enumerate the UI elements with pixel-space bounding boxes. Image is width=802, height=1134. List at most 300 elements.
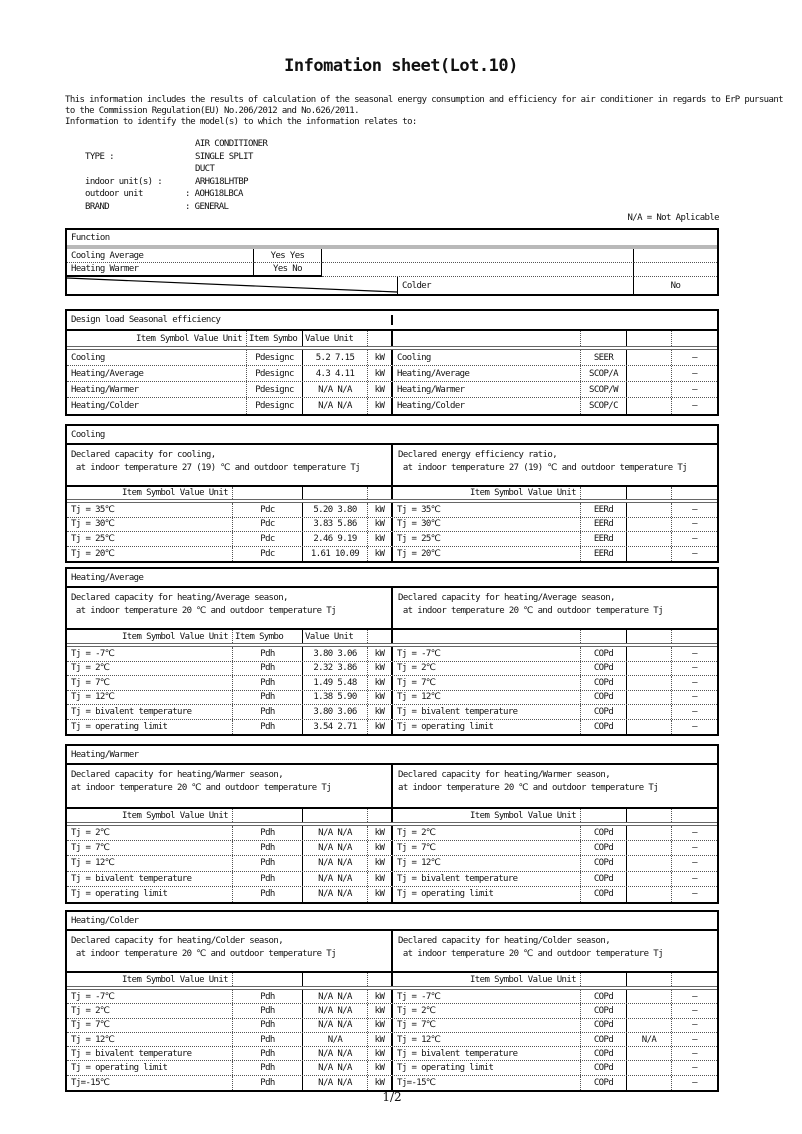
page-title: Infomation sheet(Lot.10) (284, 56, 518, 76)
model-value: : AOHG18LBCA (185, 189, 243, 200)
row-label: Tj = 7℃ (67, 1019, 233, 1032)
row-label: Tj = 30℃ (67, 518, 233, 532)
row-value-right (627, 366, 672, 381)
row-value-right (627, 705, 672, 719)
model-line (65, 189, 485, 202)
column-header-left: Item Symbol Value Unit (67, 973, 233, 986)
caption-line: at indoor temperature 20 ℃ and outdoor temperature Tj (71, 948, 336, 959)
table-row (67, 691, 717, 706)
row-label-right: Tj = -7℃ (393, 990, 581, 1003)
row-label-right: Tj = 12℃ (393, 691, 581, 705)
table-title: Design load Seasonal efficiency (67, 315, 393, 325)
row-symbol-right: EERd (581, 532, 627, 546)
row-label: Tj = 20℃ (67, 547, 233, 562)
table-row (67, 990, 717, 1004)
model-label: BRAND (85, 201, 110, 212)
caption-right (393, 765, 717, 807)
na-legend: N/A = Not Aplicable (627, 213, 719, 223)
row-symbol-right: COPd (581, 872, 627, 886)
row-unit-right: – (692, 533, 697, 544)
column-header-unit (368, 809, 393, 822)
row-symbol: Pdesignc (247, 382, 303, 397)
column-header-value: Value Unit (303, 630, 368, 643)
column-header-unit-right (672, 331, 717, 346)
column-header-unit (368, 487, 393, 499)
column-header-symbol (233, 809, 303, 822)
table-row (67, 856, 717, 871)
row-label: Tj = 12℃ (67, 856, 233, 870)
row-symbol: Pdh (233, 1061, 303, 1074)
row-label: Tj = 2℃ (67, 826, 233, 840)
column-header-unit-right (672, 487, 717, 499)
row-value: N/A N/A (303, 872, 368, 886)
table-heating-average (65, 567, 719, 736)
row-label-right: Tj = 35℃ (393, 503, 581, 517)
row-value: 3.54 2.71 (303, 720, 368, 735)
caption-line: Declared capacity for heating/Warmer season, (398, 770, 611, 780)
row-value-right (627, 1076, 672, 1090)
row-value: 5.20 3.80 (303, 503, 368, 517)
row-label-right: Tj=-15℃ (393, 1076, 581, 1090)
row-label-right: Tj = 12℃ (393, 856, 581, 870)
column-header-unit (368, 973, 393, 986)
model-line (65, 177, 485, 190)
row-label: Tj = 35℃ (67, 503, 233, 517)
row-value: 5.2 7.15 (303, 350, 368, 365)
row-label-right: Tj = -7℃ (393, 647, 581, 661)
column-header-symbol (233, 487, 303, 499)
row-unit: kW (368, 350, 393, 365)
row-value-right (627, 1019, 672, 1032)
row-label-right: Tj = operating limit (393, 1061, 581, 1074)
diagonal-line (67, 277, 397, 294)
row-symbol-right: COPd (581, 1076, 627, 1090)
row-value: 4.3 4.11 (303, 366, 368, 381)
model-identification-block (65, 139, 485, 215)
row-label: Tj = bivalent temperature (67, 872, 233, 886)
table-row (67, 1061, 717, 1075)
row-value: 3.83 5.86 (303, 518, 368, 532)
colder-value: No (670, 280, 681, 291)
row-unit: kW (368, 826, 393, 840)
row-label-right: Tj = operating limit (393, 887, 581, 902)
column-header-symbol: Item Symbo (247, 331, 303, 346)
table-row (67, 1019, 717, 1033)
row-unit: kW (368, 366, 393, 381)
column-header-left: Item Symbol Value Unit (67, 487, 233, 499)
caption-line: at indoor temperature 27 (19) ℃ and outdoor temperature Tj (398, 462, 687, 473)
caption-line: Declared capacity for heating/Colder season, (398, 936, 611, 946)
column-header-right (393, 630, 581, 643)
table-row (67, 263, 717, 277)
row-label-right: Tj = 25℃ (393, 532, 581, 546)
row-symbol: Pdh (233, 990, 303, 1003)
row-unit-right: – (692, 706, 697, 717)
row-value: N/A N/A (303, 382, 368, 397)
model-line (65, 139, 485, 152)
row-unit: kW (368, 1047, 393, 1060)
table-row (67, 382, 717, 398)
column-header-unit (368, 331, 393, 346)
row-unit-right: – (692, 991, 697, 1002)
row-symbol: Pdh (233, 691, 303, 705)
row-unit: kW (368, 547, 393, 562)
table-row (67, 532, 717, 547)
column-header-value-right (627, 809, 672, 822)
row-value: N/A (303, 1033, 368, 1046)
row-symbol: Pdh (233, 676, 303, 690)
row-unit: kW (368, 382, 393, 397)
strikethrough-cell (67, 277, 398, 294)
row-unit: kW (368, 887, 393, 902)
caption-left (67, 931, 393, 971)
row-value-right (627, 503, 672, 517)
row-label: Tj = 7℃ (67, 676, 233, 690)
row-symbol: Pdh (233, 705, 303, 719)
row-value: 2.46 9.19 (303, 532, 368, 546)
model-value: ARHG18LHTBP (195, 176, 249, 187)
row-label-right: Tj = operating limit (393, 720, 581, 735)
row-label-right: Tj = 2℃ (393, 1004, 581, 1017)
row-label: Tj = 7℃ (67, 841, 233, 855)
caption-right (393, 445, 717, 485)
row-label-right: Tj = bivalent temperature (393, 705, 581, 719)
row-unit-right: – (692, 368, 697, 379)
table-row (67, 398, 717, 414)
function-row-label: Cooling Average (67, 249, 254, 263)
row-value-right (627, 532, 672, 546)
row-unit-right: – (692, 843, 697, 854)
row-symbol: Pdh (233, 1033, 303, 1046)
row-unit-right: – (692, 1020, 697, 1031)
row-value-right (627, 841, 672, 855)
row-value-right (627, 856, 672, 870)
row-label-right: Tj = 20℃ (393, 547, 581, 562)
table-row (67, 1076, 717, 1090)
column-header-symbol (233, 973, 303, 986)
table-heating-warmer (65, 744, 719, 904)
table-title: Heating/Warmer (71, 749, 139, 760)
caption-line: at indoor temperature 20 ℃ and outdoor temperature Tj (71, 782, 332, 793)
row-value: N/A N/A (303, 826, 368, 840)
model-value: DUCT (195, 164, 215, 175)
row-unit-right: – (692, 889, 697, 900)
row-value-right (627, 398, 672, 414)
row-label-right: Cooling (393, 350, 581, 365)
row-symbol: Pdh (233, 826, 303, 840)
table-title: Heating/Colder (71, 915, 139, 926)
table-title: Heating/Average (71, 572, 144, 583)
row-value: N/A N/A (303, 1047, 368, 1060)
function-row-right-empty (634, 263, 717, 277)
table-row (67, 676, 717, 691)
table-row (67, 503, 717, 518)
caption-left (67, 588, 393, 628)
table-row (67, 872, 717, 887)
row-unit-right: – (692, 504, 697, 515)
row-symbol-right: COPd (581, 662, 627, 676)
column-header-right: Item Symbol Value Unit (393, 487, 581, 499)
table-row (67, 366, 717, 382)
row-unit: kW (368, 990, 393, 1003)
row-symbol-right: EERd (581, 503, 627, 517)
caption-line: at indoor temperature 27 (19) ℃ and outdoor temperature Tj (71, 462, 360, 473)
row-symbol-right: EERd (581, 547, 627, 562)
intro-line: Information to identify the model(s) to which the information relates to: (65, 117, 417, 127)
row-value-right (627, 990, 672, 1003)
row-unit-right: – (692, 858, 697, 869)
row-symbol-right: SCOP/C (581, 398, 627, 414)
model-value: : GENERAL (185, 201, 229, 212)
row-value: N/A N/A (303, 1061, 368, 1074)
row-value: 3.80 3.06 (303, 705, 368, 719)
row-value: N/A N/A (303, 856, 368, 870)
row-symbol: Pdc (233, 532, 303, 546)
table-row (67, 1004, 717, 1018)
caption-line: Declared capacity for cooling, (71, 450, 216, 460)
row-symbol-right: COPd (581, 647, 627, 661)
row-value: N/A N/A (303, 398, 368, 414)
function-row-right-empty (322, 249, 634, 263)
intro-line: to the Commission Regulation(EU) No.206/2012 and No.626/2011. (65, 106, 359, 116)
row-unit: kW (368, 705, 393, 719)
row-label-right: Heating/Warmer (393, 382, 581, 397)
row-value: 1.61 10.09 (303, 547, 368, 562)
row-unit-right: – (692, 401, 697, 411)
row-symbol-right: COPd (581, 841, 627, 855)
table-row (67, 518, 717, 533)
row-label-right: Tj = 2℃ (393, 826, 581, 840)
row-label: Tj = 2℃ (67, 662, 233, 676)
row-symbol: Pdh (233, 662, 303, 676)
caption-right (393, 588, 717, 628)
row-unit: kW (368, 1004, 393, 1017)
function-table (65, 228, 719, 296)
row-label: Heating/Warmer (67, 382, 247, 397)
row-value: 1.38 5.90 (303, 691, 368, 705)
row-unit-right: – (692, 384, 697, 395)
column-header-value (303, 973, 368, 986)
row-symbol: Pdh (233, 1004, 303, 1017)
row-unit: kW (368, 1019, 393, 1032)
table-row (67, 841, 717, 856)
caption-line: at indoor temperature 20 ℃ and outdoor temperature Tj (398, 948, 663, 959)
column-header-unit (368, 630, 393, 643)
column-header-right: Item Symbol Value Unit (393, 809, 581, 822)
row-label-right: Heating/Colder (393, 398, 581, 414)
table-row (67, 277, 717, 294)
row-value-right: N/A (627, 1033, 672, 1046)
function-table-title: Function (67, 230, 717, 249)
row-symbol-right: SCOP/W (581, 382, 627, 397)
column-header-value-right (627, 630, 672, 643)
column-header-right (393, 331, 581, 346)
row-symbol: Pdh (233, 1019, 303, 1032)
column-header-value: Value Unit (303, 331, 368, 346)
function-row-value: Yes Yes (254, 249, 322, 263)
row-label-right: Tj = 7℃ (393, 1019, 581, 1032)
row-unit: kW (368, 518, 393, 532)
row-value-right (627, 547, 672, 562)
row-label: Tj = operating limit (67, 1061, 233, 1074)
row-label: Tj = bivalent temperature (67, 705, 233, 719)
row-value: N/A N/A (303, 841, 368, 855)
row-label: Heating/Colder (67, 398, 247, 414)
row-unit-right: – (692, 352, 697, 363)
row-symbol-right: COPd (581, 676, 627, 690)
model-label: TYPE : (85, 151, 114, 162)
table-row (67, 662, 717, 677)
table-row (67, 350, 717, 366)
row-symbol: Pdh (233, 856, 303, 870)
column-header-value (303, 809, 368, 822)
row-unit-right: – (692, 677, 697, 688)
row-symbol-right: COPd (581, 1004, 627, 1017)
row-label: Tj = 2℃ (67, 1004, 233, 1017)
caption-line: at indoor temperature 20 ℃ and outdoor temperature Tj (398, 782, 659, 793)
row-unit: kW (368, 872, 393, 886)
caption-line: Declared energy efficiency ratio, (398, 450, 558, 460)
row-label-right: Tj = bivalent temperature (393, 1047, 581, 1060)
intro-paragraph (65, 95, 783, 128)
caption-line: Declared capacity for heating/Colder season, (71, 936, 284, 946)
column-header-unit-right (672, 630, 717, 643)
row-symbol-right: COPd (581, 990, 627, 1003)
row-symbol: Pdh (233, 720, 303, 735)
row-value-right (627, 382, 672, 397)
column-header-symbol-right (581, 630, 627, 643)
row-label-right: Tj = 7℃ (393, 676, 581, 690)
row-value-right (627, 872, 672, 886)
row-label-right: Tj = 7℃ (393, 841, 581, 855)
row-label: Tj=-15℃ (67, 1076, 233, 1090)
row-value: 3.80 3.06 (303, 647, 368, 661)
row-value-right (627, 1061, 672, 1074)
row-unit-right: – (692, 519, 697, 530)
row-symbol: Pdesignc (247, 366, 303, 381)
row-label-right: Tj = 2℃ (393, 662, 581, 676)
row-symbol: Pdc (233, 503, 303, 517)
row-value-right (627, 1047, 672, 1060)
row-label: Tj = 12℃ (67, 691, 233, 705)
row-symbol-right: EERd (581, 518, 627, 532)
row-unit: kW (368, 1061, 393, 1074)
caption-right (393, 931, 717, 971)
row-value: N/A N/A (303, 887, 368, 902)
row-symbol-right: COPd (581, 1033, 627, 1046)
model-label: indoor unit(s) : (85, 176, 163, 187)
row-symbol-right: COPd (581, 705, 627, 719)
function-row-label: Heating Warmer (67, 263, 254, 277)
row-unit: kW (368, 647, 393, 661)
row-label: Tj = operating limit (67, 887, 233, 902)
caption-left (67, 765, 393, 807)
intro-line: This information includes the results of calculation of the seasonal energy consumption and efficiency for air conditioner in regards to ErP pursuant (65, 95, 783, 105)
row-unit-right: – (692, 663, 697, 674)
table-row (67, 887, 717, 902)
row-unit-right: – (692, 692, 697, 703)
row-unit-right: – (692, 648, 697, 659)
row-unit: kW (368, 662, 393, 676)
table-cooling (65, 424, 719, 563)
function-row-right-empty (634, 249, 717, 263)
row-unit: kW (368, 532, 393, 546)
row-symbol-right: SEER (581, 350, 627, 365)
row-symbol: Pdesignc (247, 398, 303, 414)
row-unit: kW (368, 676, 393, 690)
model-value: AIR CONDITIONER (195, 139, 268, 149)
row-label: Tj = 25℃ (67, 532, 233, 546)
row-symbol-right: COPd (581, 1061, 627, 1074)
row-symbol-right: COPd (581, 691, 627, 705)
row-unit-right: – (692, 1063, 697, 1074)
column-header-unit-right (672, 973, 717, 986)
row-symbol-right: COPd (581, 887, 627, 902)
row-value: N/A N/A (303, 1076, 368, 1090)
table-row (67, 647, 717, 662)
column-header-value-right (627, 331, 672, 346)
row-unit-right: – (692, 1077, 697, 1088)
row-value-right (627, 350, 672, 365)
table-row (67, 1047, 717, 1061)
row-unit-right: – (692, 1034, 697, 1045)
row-unit: kW (368, 841, 393, 855)
row-label: Heating/Average (67, 366, 247, 381)
row-unit-right: – (692, 1005, 697, 1016)
row-symbol: Pdc (233, 518, 303, 532)
row-label-right: Tj = 12℃ (393, 1033, 581, 1046)
row-value: 2.32 3.86 (303, 662, 368, 676)
table-heating-colder (65, 910, 719, 1092)
row-symbol: Pdc (233, 547, 303, 562)
column-header-left: Item Symbol Value Unit (67, 630, 233, 643)
row-value-right (627, 518, 672, 532)
row-symbol: Pdesignc (247, 350, 303, 365)
row-value-right (627, 720, 672, 735)
row-label: Tj = -7℃ (67, 647, 233, 661)
column-header-value-right (627, 487, 672, 499)
caption-line: at indoor temperature 20 ℃ and outdoor temperature Tj (398, 605, 663, 616)
caption-line: at indoor temperature 20 ℃ and outdoor temperature Tj (71, 605, 336, 616)
model-line (65, 164, 485, 177)
table-row (67, 547, 717, 562)
row-unit: kW (368, 720, 393, 735)
row-unit: kW (368, 1076, 393, 1090)
row-value: N/A N/A (303, 1004, 368, 1017)
row-symbol-right: COPd (581, 856, 627, 870)
row-unit-right: – (692, 548, 697, 559)
row-symbol: Pdh (233, 887, 303, 902)
row-unit: kW (368, 856, 393, 870)
row-value-right (627, 662, 672, 676)
row-label: Tj = 12℃ (67, 1033, 233, 1046)
row-value-right (627, 887, 672, 902)
row-symbol-right: SCOP/A (581, 366, 627, 381)
row-value-right (627, 1004, 672, 1017)
caption-line: Declared capacity for heating/Average season, (398, 593, 615, 603)
row-value: N/A N/A (303, 990, 368, 1003)
column-header-symbol: Item Symbo (233, 630, 303, 643)
row-label: Tj = -7℃ (67, 990, 233, 1003)
row-unit: kW (368, 398, 393, 414)
row-label: Tj = operating limit (67, 720, 233, 735)
row-label: Tj = bivalent temperature (67, 1047, 233, 1060)
function-row-right-empty (322, 263, 634, 277)
row-value-right (627, 676, 672, 690)
table-row (67, 720, 717, 735)
column-header-unit-right (672, 809, 717, 822)
table-row (67, 705, 717, 720)
